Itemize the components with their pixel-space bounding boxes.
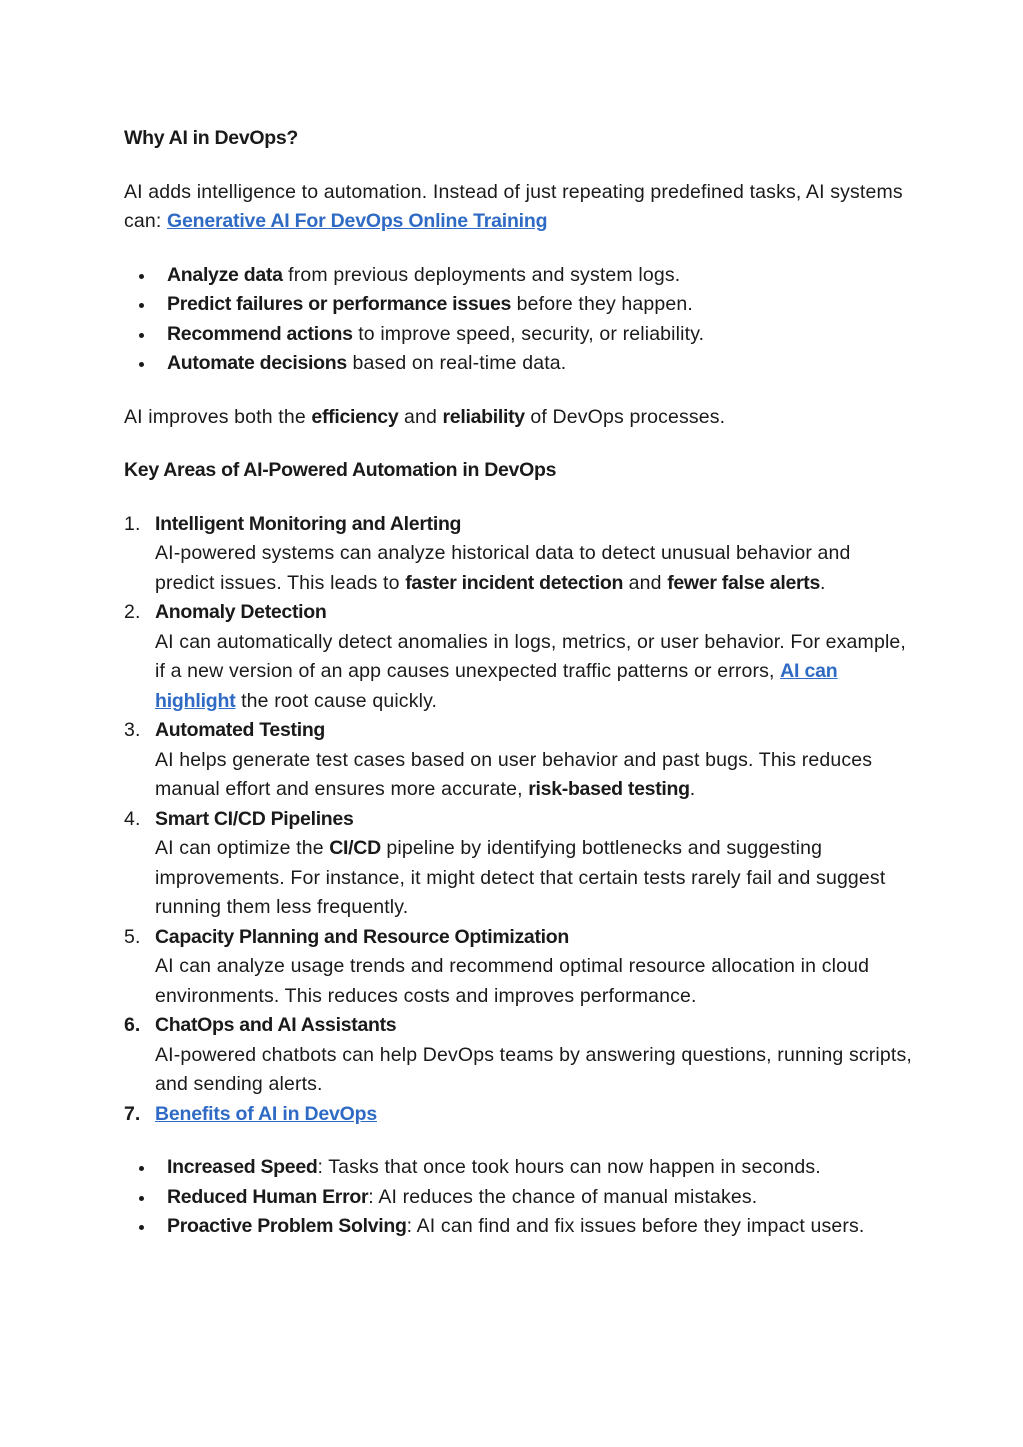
reliability-term: reliability: [442, 405, 525, 428]
bullet-strong: Proactive Problem Solving: [167, 1215, 407, 1237]
bullet-strong: Reduced Human Error: [167, 1185, 369, 1208]
item-description: [155, 539, 914, 598]
list-item: [124, 290, 914, 320]
item-number: 2.: [124, 601, 141, 623]
efficiency-term: efficiency: [311, 405, 399, 428]
list-item: [124, 598, 914, 716]
desc-text: AI can automatically detect anomalies in logs, metrics, or user behavior. For example, if a new version of an app causes unexpected traffic patterns or errors,: [155, 630, 906, 682]
list-item: [124, 1153, 914, 1183]
intro-paragraph: [124, 178, 914, 237]
bullet-text: to improve speed, security, or reliability.: [352, 322, 705, 345]
item-title: Anomaly Detection: [155, 601, 327, 623]
item-title: ChatOps and AI Assistants: [155, 1014, 397, 1036]
desc-strong: fewer false alerts: [667, 571, 821, 594]
list-item: [124, 1183, 914, 1213]
key-areas-list: [124, 510, 914, 1130]
desc-text: .: [689, 778, 696, 800]
bullet-text: : AI reduces the chance of manual mistakes.: [368, 1185, 758, 1208]
training-link[interactable]: Generative AI For DevOps Online Training: [167, 210, 548, 232]
item-title: Intelligent Monitoring and Alerting: [155, 512, 462, 535]
key-areas-heading: Key Areas of AI-Powered Automation in DevOps: [124, 459, 557, 481]
desc-text: .: [820, 571, 826, 594]
benefits-link[interactable]: Benefits of AI in DevOps: [155, 1102, 378, 1125]
bullet-strong: Analyze data: [167, 263, 283, 286]
bullet-text: from previous deployments and system logs.: [282, 263, 681, 286]
list-item: [124, 349, 914, 379]
improves-text-c: of DevOps processes.: [524, 405, 726, 428]
desc-text: AI can optimize the: [155, 837, 330, 859]
desc-text: AI helps generate test cases based on user behavior and past bugs. This reduces manual effort and ensures more accurate,: [155, 748, 873, 800]
intro-text: AI adds intelligence to automation. Instead of just repeating predefined tasks, AI systems can:: [124, 180, 903, 232]
list-item: [124, 716, 914, 805]
improves-text-b: and: [398, 405, 443, 428]
ai-highlight-link[interactable]: AI can highlight: [155, 660, 838, 712]
bullet-strong: Increased Speed: [167, 1156, 318, 1178]
desc-strong: CI/CD: [329, 837, 381, 859]
item-number: 3.: [124, 719, 141, 741]
desc-text: AI-powered systems can analyze historical data to detect unusual behavior and predict issues. This leads to: [155, 542, 851, 594]
bullet-text: : AI can find and fix issues before they impact users.: [406, 1215, 865, 1237]
bullet-strong: Recommend actions: [167, 322, 353, 345]
item-title: Capacity Planning and Resource Optimization: [155, 925, 570, 948]
improves-text-a: AI improves both the: [124, 405, 312, 428]
desc-strong: risk-based testing: [528, 778, 690, 800]
improves-paragraph: [124, 403, 914, 433]
list-item: [124, 261, 914, 291]
desc-text: pipeline by identifying bottlenecks and suggesting improvements. For instance, it might detect that certain tests rarely fail and suggest running them less frequently.: [155, 837, 886, 918]
bullet-text: based on real-time data.: [346, 352, 567, 374]
document-page: [124, 124, 914, 1242]
bullet-strong: Automate decisions: [167, 352, 347, 374]
desc-text: and: [623, 571, 668, 594]
list-item: [124, 923, 914, 1012]
item-description: [155, 746, 914, 805]
item-number: 4.: [124, 807, 141, 830]
item-description: AI can analyze usage trends and recommend optimal resource allocation in cloud environments. This reduces costs and improves performance.: [155, 955, 870, 1007]
bullet-text: before they happen.: [511, 293, 693, 315]
benefits-list: [124, 1153, 914, 1242]
item-title: Automated Testing: [155, 719, 326, 741]
item-number: 1.: [124, 512, 141, 535]
list-item: [124, 510, 914, 599]
item-number: 5.: [124, 925, 141, 948]
item-number: 6.: [124, 1014, 141, 1036]
item-description: AI-powered chatbots can help DevOps teams by answering questions, running scripts, and sending alerts.: [155, 1043, 912, 1095]
item-description: [155, 834, 914, 923]
item-title: Smart CI/CD Pipelines: [155, 807, 354, 830]
list-item: [124, 1212, 914, 1242]
capabilities-list: [124, 261, 914, 379]
item-description: [155, 628, 914, 717]
list-item: [124, 1100, 914, 1130]
why-ai-heading: Why AI in DevOps?: [124, 127, 299, 149]
list-item: [124, 1011, 914, 1100]
desc-strong: faster incident detection: [405, 571, 624, 594]
list-item: [124, 320, 914, 350]
list-item: [124, 805, 914, 923]
bullet-text: : Tasks that once took hours can now happen in seconds.: [317, 1156, 821, 1178]
desc-text: the root cause quickly.: [235, 689, 438, 712]
item-number: 7.: [124, 1102, 141, 1125]
bullet-strong: Predict failures or performance issues: [167, 293, 512, 315]
